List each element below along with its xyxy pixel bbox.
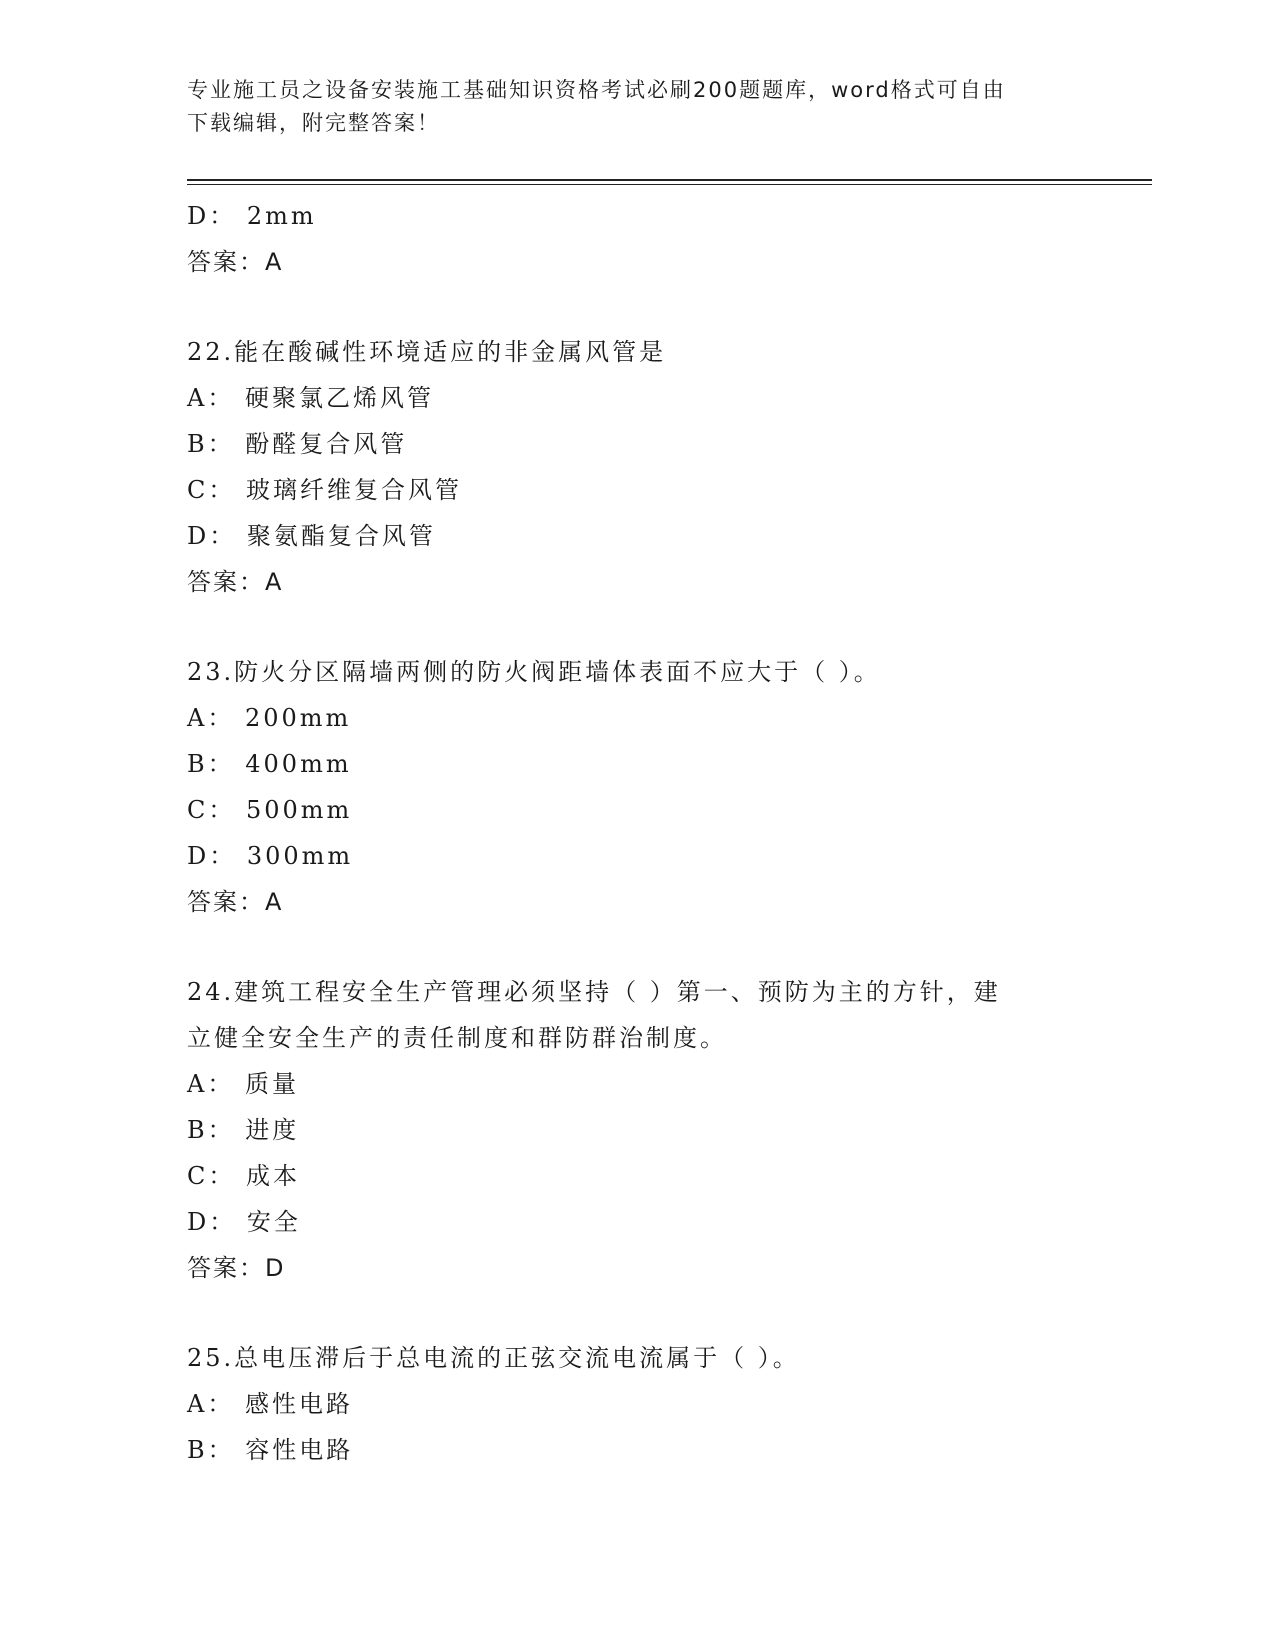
question-stem: 25.总电压滞后于总电流的正弦交流电流属于（ ）。 — [187, 1344, 800, 1372]
option-a: A： 感性电路 — [187, 1390, 353, 1418]
option-d: D： 300mm — [187, 842, 354, 870]
option-d: D： 2mm — [187, 202, 317, 230]
answer: 答案：A — [187, 248, 284, 276]
option-c: C： 玻璃纤维复合风管 — [187, 476, 462, 504]
answer: 答案：D — [187, 1254, 286, 1282]
option-c: C： 成本 — [187, 1162, 300, 1190]
header-divider-thick — [187, 179, 1152, 181]
option-b: B： 酚醛复合风管 — [187, 430, 408, 458]
question-22 — [187, 329, 1087, 605]
document-header — [187, 74, 1087, 140]
question-stem-line-1: 24.建筑工程安全生产管理必须坚持（ ）第一、预防为主的方针，建 — [187, 978, 1001, 1006]
header-divider-thin — [187, 184, 1152, 185]
option-c: C： 500mm — [187, 796, 353, 824]
answer: 答案：A — [187, 568, 284, 596]
option-b: B： 进度 — [187, 1116, 300, 1144]
question-21-tail — [187, 193, 1087, 285]
question-23 — [187, 649, 1087, 925]
question-stem: 22.能在酸碱性环境适应的非金属风管是 — [187, 338, 667, 366]
answer: 答案：A — [187, 888, 284, 916]
option-d: D： 聚氨酯复合风管 — [187, 522, 436, 550]
option-d: D： 安全 — [187, 1208, 301, 1236]
option-b: B： 400mm — [187, 750, 352, 778]
header-line-2: 下载编辑，附完整答案！ — [187, 111, 440, 135]
header-line-1: 专业施工员之设备安装施工基础知识资格考试必刷200题题库，word格式可自由 — [187, 78, 1006, 102]
question-list — [187, 193, 1087, 1473]
option-a: A： 质量 — [187, 1070, 299, 1098]
question-stem-line-2: 立健全安全生产的责任制度和群防群治制度。 — [187, 1024, 727, 1052]
option-a: A： 硬聚氯乙烯风管 — [187, 384, 434, 412]
question-25 — [187, 1335, 1087, 1473]
question-24 — [187, 969, 1087, 1291]
option-b: B： 容性电路 — [187, 1436, 354, 1464]
question-stem: 23.防火分区隔墙两侧的防火阀距墙体表面不应大于（ ）。 — [187, 658, 881, 686]
option-a: A： 200mm — [187, 704, 352, 732]
